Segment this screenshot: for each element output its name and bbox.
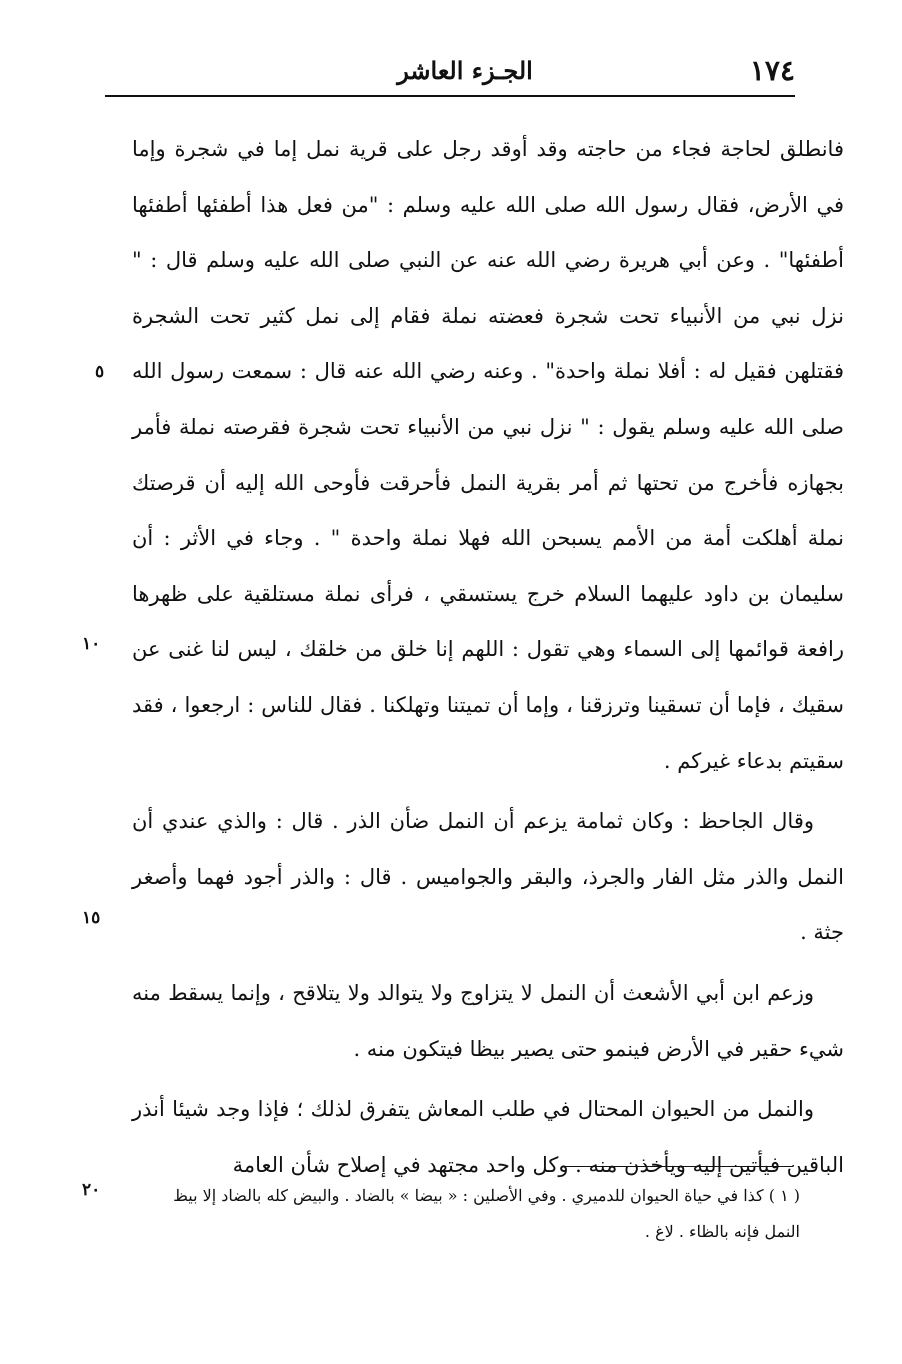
- footnote-rule: [565, 1166, 793, 1167]
- page-number: ١٧٤: [749, 54, 795, 87]
- line-number-10: ١٠: [82, 634, 101, 654]
- footnote: ( ١ ) كذا في حياة الحيوان للدميري . وفي الأصلين : « بيضا » بالضاد . والبيض كله بالضاد إلا بيظ النمل فإنه بالظاء . لاغ .: [173, 1186, 800, 1241]
- line-number-5: ٥: [95, 362, 105, 382]
- line-number-15: ١٥: [82, 908, 101, 928]
- running-title: الجـزء العاشر: [397, 56, 533, 85]
- line-number-20: ٢٠: [82, 1180, 101, 1200]
- body-text: [132, 122, 844, 1193]
- header-rule: [105, 95, 795, 97]
- paragraph-4: والنمل من الحيوان المحتال في طلب المعاش يتفرق لذلك ؛ فإذا وجد شيئا أنذر الباقين فيأتين إليه ويأخذن منه . وكل واحد مجتهد في إصلاح شأن العامة: [132, 1097, 844, 1177]
- page-header: [105, 50, 795, 94]
- paragraph-2: وقال الجاحظ : وكان ثمامة يزعم أن النمل ضأن الذر . قال : والذي عندي أن النمل والذر مثل الفار والجرذ، والبقر والجواميس . قال : والذر أجود فهما وأصغر جثة .: [132, 809, 844, 945]
- paragraph-1: فانطلق لحاجة فجاء من حاجته وقد أوقد رجل على قرية نمل إما في شجرة وإما في الأرض، فقال رسول الله صلى الله عليه وسلم : "من فعل هذا أطفئها أطفئها أطفئها" . وعن أبي هريرة رضي الله عنه عن النبي صلى الله عليه وسلم قال : " نزل نبي من الأنبياء تحت شجرة فعضته نملة فقام إلى نمل كثير تحت الشجرة فقتلهن فقيل له : أفلا نملة واحدة" . وعنه رضي الله عنه قال : سمعت رسول الله صلى الله عليه وسلم يقول : " نزل نبي من الأنبياء تحت شجرة فقرصته نملة فأمر بجهازه فأخرج من تحتها ثم أمر بقرية النمل فأحرقت فأوحى الله إليه أن قرصتك نملة أهلكت أمة من الأمم يسبحن الله فهلا نملة واحدة " . وجاء في الأثر : أن سليمان بن داود عليهما السلام خرج يستسقي ، فرأى نملة مستلقية على ظهرها رافعة قوائمها إلى السماء وهي تقول : اللهم إنا خلق من خلقك ، ليس لنا غنى عن سقيك ، فإما أن تسقينا وترزقنا ، وإما أن تميتنا وتهلكنا . فقال للناس : ارجعوا ، فقد سقيتم بدعاء غيركم .: [132, 137, 844, 773]
- paragraph-3: وزعم ابن أبي الأشعث أن النمل لا يتزاوج ولا يتوالد ولا يتلاقح ، وإنما يسقط منه شيء حقير في الأرض فينمو حتى يصير بيظا فيتكون منه .: [132, 980, 844, 1061]
